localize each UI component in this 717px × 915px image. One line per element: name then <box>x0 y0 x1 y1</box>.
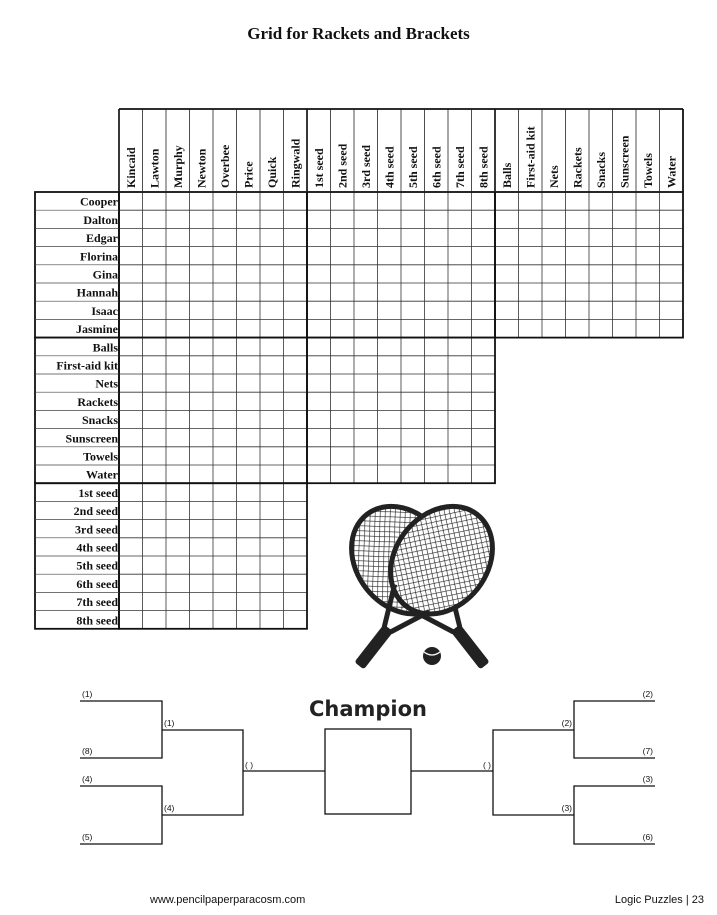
bracket-slot-right-4: (6) <box>642 832 653 842</box>
column-header: 4th seed <box>382 146 397 188</box>
column-header: 2nd seed <box>335 143 350 188</box>
bracket-round2-left-1: (1) <box>164 718 175 728</box>
row-header: Dalton <box>83 212 118 227</box>
column-header: Nets <box>546 165 561 188</box>
crossed-tennis-rackets-icon <box>323 486 521 694</box>
row-header: Gina <box>92 267 118 282</box>
row-header: Isaac <box>91 303 118 318</box>
column-header: First-aid kit <box>523 126 538 188</box>
column-header: Murphy <box>170 145 185 188</box>
footer-page-label: Logic Puzzles | 23 <box>614 894 704 906</box>
row-header: Balls <box>92 340 118 355</box>
row-header: Water <box>86 467 118 482</box>
row-header: 2nd seed <box>73 504 118 519</box>
bracket-final-right: ( ) <box>482 760 491 770</box>
champion-label: Champion <box>308 697 428 721</box>
row-header: 1st seed <box>78 485 118 500</box>
row-header: Florina <box>80 249 118 264</box>
row-header: 8th seed <box>76 613 118 628</box>
column-header: Towels <box>640 153 655 188</box>
row-header: Cooper <box>80 194 118 209</box>
row-header: First-aid kit <box>56 358 118 373</box>
row-header: 3rd seed <box>75 522 118 537</box>
column-header: Water <box>664 156 679 188</box>
column-header: Quick <box>264 156 279 188</box>
column-header: Snacks <box>593 151 608 188</box>
bracket-round2-right-1: (2) <box>561 718 572 728</box>
column-header: 7th seed <box>452 146 467 188</box>
bracket-round2-left-2: (4) <box>164 803 175 813</box>
row-header: Edgar <box>85 231 118 246</box>
bracket-slot-left-3: (4) <box>82 774 93 784</box>
row-header: Nets <box>95 376 118 391</box>
column-header: 5th seed <box>405 146 420 188</box>
row-header: 4th seed <box>76 540 118 555</box>
row-header: Towels <box>83 449 118 464</box>
row-header: Snacks <box>81 413 118 428</box>
column-header: Sunscreen <box>617 135 632 188</box>
column-header: Kincaid <box>123 147 138 188</box>
row-header: Sunscreen <box>65 431 118 446</box>
bracket-slot-left-1: (1) <box>82 689 93 699</box>
bracket-slot-right-3: (3) <box>642 774 653 784</box>
column-header: Overbee <box>217 144 232 188</box>
page-title: Grid for Rackets and Brackets <box>247 24 470 43</box>
column-header: 3rd seed <box>358 145 373 188</box>
bracket-slot-right-2: (7) <box>642 746 653 756</box>
column-header: 1st seed <box>311 148 326 188</box>
column-header: Lawton <box>147 148 162 188</box>
column-header: Price <box>241 161 256 188</box>
row-header: 7th seed <box>76 595 118 610</box>
column-header: Ringwald <box>288 138 303 188</box>
bracket-slot-left-4: (5) <box>82 832 93 842</box>
row-header: Jasmine <box>76 322 118 337</box>
bracket-slot-left-2: (8) <box>82 746 93 756</box>
bracket-round2-right-2: (3) <box>561 803 572 813</box>
footer-website: www.pencilpaperparacosm.com <box>150 894 306 906</box>
column-header: Rackets <box>570 147 585 188</box>
bracket-slot-right-1: (2) <box>642 689 653 699</box>
row-header: 5th seed <box>76 558 118 573</box>
row-header: 6th seed <box>76 576 118 591</box>
row-header: Hannah <box>76 285 118 300</box>
row-header: Rackets <box>77 394 118 409</box>
column-header: 8th seed <box>476 146 491 188</box>
column-header: 6th seed <box>429 146 444 188</box>
column-header: Newton <box>194 148 209 188</box>
bracket-final-left: ( ) <box>245 760 254 770</box>
column-header: Balls <box>499 162 514 188</box>
